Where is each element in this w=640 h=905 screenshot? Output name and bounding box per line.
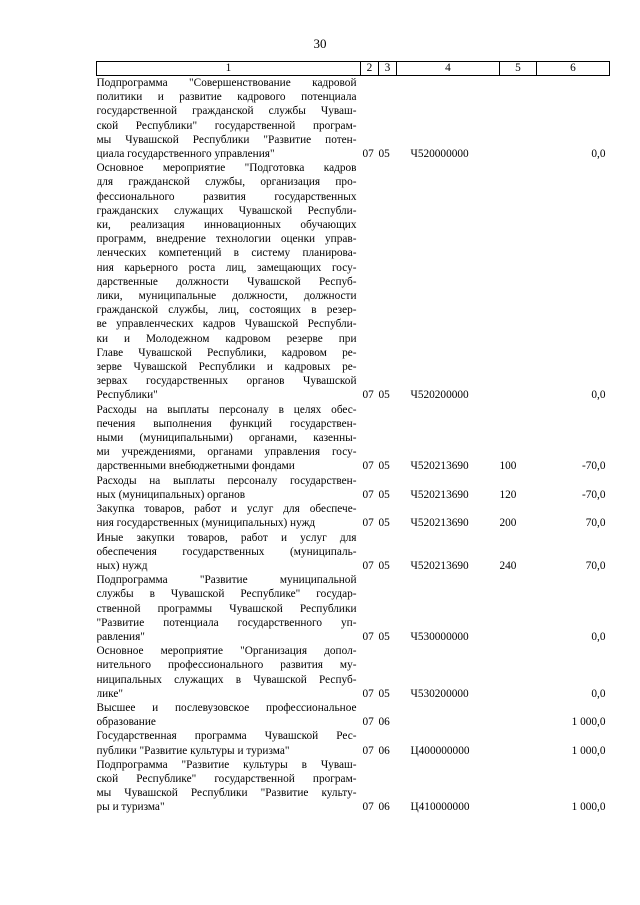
row-expense-type: 240	[499, 559, 517, 572]
row-name-line: гражданской службы, лиц, состоящих в резер-	[96, 304, 357, 317]
column-header-2: 2	[361, 62, 379, 76]
row-amount: -70,0	[581, 488, 606, 501]
row-section-code: 07	[362, 460, 374, 473]
row-name-line: образование	[96, 716, 156, 729]
row-name-line: публики "Развитие культуры и туризма"	[96, 744, 290, 757]
row-name-line: политики и развитие кадрового потенциала	[96, 91, 357, 104]
row-name-line: ры и туризма"	[96, 801, 165, 814]
row-name	[97, 701, 361, 729]
row-name-line: Республики"	[96, 389, 158, 402]
row-expense-type	[500, 573, 537, 644]
row-subsection-code: 05	[378, 488, 390, 501]
table-row	[97, 644, 610, 701]
row-name-line: ных (муниципальных) органов	[96, 488, 246, 501]
row-name-line: программ, внедрение технологии оценки управ-	[96, 233, 357, 246]
row-name-line: Закупка товаров, работ и услуг для обеспече-	[96, 503, 357, 516]
row-name-line: гражданских служащих Чувашской Республи-	[96, 204, 357, 217]
row-name	[97, 161, 361, 402]
table-row	[97, 758, 610, 815]
row-target-article: Ч530200000	[410, 687, 469, 700]
row-subsection-code: 06	[378, 744, 390, 757]
column-header-3: 3	[379, 62, 397, 76]
row-name	[97, 531, 361, 574]
row-amount: 0,0	[591, 148, 606, 161]
page-number: 30	[313, 36, 327, 51]
row-name-line: Подпрограмма "Совершенствование кадровой	[96, 77, 357, 89]
row-expense-type	[500, 701, 537, 729]
row-name	[97, 474, 361, 502]
table-header	[97, 62, 610, 76]
row-name-line: государственной гражданской службы Чуваш-	[96, 105, 357, 118]
row-target-article: Ц410000000	[410, 801, 470, 814]
table-row	[97, 502, 610, 530]
row-name-line: ской Республике" государственной програм-	[96, 772, 357, 785]
row-name-line: дарственные должности Чувашской Респуб-	[96, 275, 357, 288]
row-name	[97, 502, 361, 530]
row-name-line: ственной программы Чувашской Республики	[96, 602, 357, 615]
row-expense-type: 100	[499, 460, 517, 473]
row-expense-type: 120	[499, 488, 517, 501]
row-name-line: ленческих компетенций в систему планирова-	[96, 247, 357, 260]
row-name-line: Подпрограмма "Развитие муниципальной	[96, 574, 357, 587]
row-name-line: Главе Чувашской Республики, кадровом ре-	[96, 346, 357, 359]
row-name-line: ской Республики" государственной програм-	[96, 119, 357, 132]
row-subsection-code: 05	[378, 517, 390, 530]
row-target-article	[397, 701, 500, 729]
row-name-line: ных) нужд	[96, 559, 148, 572]
row-amount: 0,0	[591, 389, 606, 402]
row-name-line: службы в Чувашской Республике" государ-	[96, 588, 357, 601]
row-amount: 0,0	[591, 687, 606, 700]
row-name-line: зерве Чувашской Республики и кадровых ре-	[96, 361, 357, 374]
row-name-line: Расходы на выплаты персоналу в целях обес-	[96, 403, 357, 416]
row-name-line: циала государственного управления"	[96, 148, 275, 161]
table-row	[97, 161, 610, 402]
row-name-line: зервах государственных органов Чувашской	[96, 375, 357, 388]
row-name	[97, 644, 361, 701]
row-section-code: 07	[362, 716, 374, 729]
row-section-code: 07	[362, 801, 374, 814]
row-name-line: Расходы на выплаты персоналу государствен-	[96, 474, 357, 487]
row-name	[97, 573, 361, 644]
row-name-line: нительного профессионального развития му-	[96, 659, 357, 672]
row-target-article: Ч520213690	[410, 488, 469, 501]
row-name-line: "Развитие потенциала государственного уп-	[96, 616, 357, 629]
row-name	[97, 76, 361, 162]
row-amount: 70,0	[585, 559, 606, 572]
row-name-line: ми учреждениями, органами управления госу-	[96, 446, 357, 459]
row-name-line: равления"	[96, 630, 145, 643]
row-name-line: лики, муниципальные должности, должности	[96, 290, 357, 303]
table-row	[97, 474, 610, 502]
row-name-line: фессионального развития государственных	[96, 190, 357, 203]
row-target-article: Ч520213690	[410, 460, 469, 473]
column-header-6: 6	[537, 62, 610, 76]
row-amount: 70,0	[585, 517, 606, 530]
row-name-line: мы Чувашской Республики "Развитие культу-	[96, 787, 357, 800]
table-row	[97, 729, 610, 757]
row-name-line: ниципальных служащих в Чувашской Респуб-	[96, 673, 357, 686]
row-subsection-code: 05	[378, 148, 390, 161]
row-name-line: Государственная программа Чувашской Рес-	[96, 730, 357, 743]
column-header-4: 4	[397, 62, 500, 76]
row-name-line: Подпрограмма "Развитие культуры в Чуваш-	[96, 758, 357, 771]
row-name-line: ными (муниципальными) органами, казенны-	[96, 432, 357, 445]
row-subsection-code: 05	[378, 460, 390, 473]
row-amount: 0,0	[591, 630, 606, 643]
row-name-line: Основное мероприятие "Организация допол-	[96, 645, 357, 658]
row-target-article: Ч530000000	[410, 630, 469, 643]
row-name-line: лике"	[96, 687, 124, 700]
row-expense-type	[500, 729, 537, 757]
row-target-article: Ч520000000	[410, 148, 469, 161]
table-row	[97, 76, 610, 162]
row-subsection-code: 06	[378, 716, 390, 729]
row-amount: 1 000,0	[571, 801, 606, 814]
row-expense-type	[500, 644, 537, 701]
row-expense-type	[500, 76, 537, 162]
row-amount: 1 000,0	[571, 744, 606, 757]
row-target-article: Ч520200000	[410, 389, 469, 402]
row-name-line: ния государственных (муниципальных) нужд	[96, 517, 316, 530]
table-row	[97, 573, 610, 644]
row-amount: 1 000,0	[571, 716, 606, 729]
row-name	[97, 758, 361, 815]
column-header-1: 1	[97, 62, 361, 76]
column-header-5: 5	[500, 62, 537, 76]
table-row	[97, 701, 610, 729]
row-name	[97, 403, 361, 474]
row-name-line: ния карьерного роста лиц, замещающих госу-	[96, 261, 357, 274]
row-name-line: печения выполнения функций государствен-	[96, 417, 357, 430]
row-amount: -70,0	[581, 460, 606, 473]
row-section-code: 07	[362, 559, 374, 572]
row-name-line: для гражданской службы, организация про-	[96, 176, 357, 189]
row-subsection-code: 06	[378, 801, 390, 814]
row-section-code: 07	[362, 744, 374, 757]
row-name-line: ки, реализация инновационных обучающих	[96, 219, 357, 232]
row-section-code: 07	[362, 389, 374, 402]
row-name-line: Иные закупки товаров, работ и услуг для	[96, 531, 357, 544]
row-target-article: Ч520213690	[410, 559, 469, 572]
row-subsection-code: 05	[378, 389, 390, 402]
budget-table	[96, 61, 610, 815]
row-name-line: Высшее и послевузовское профессиональное	[96, 701, 357, 714]
row-name-line: дарственными внебюджетными фондами	[96, 460, 295, 473]
table-body	[97, 76, 610, 815]
row-name	[97, 729, 361, 757]
row-target-article: Ч520213690	[410, 517, 469, 530]
row-subsection-code: 05	[378, 687, 390, 700]
row-section-code: 07	[362, 687, 374, 700]
row-name-line: обеспечения государственных (муниципаль-	[96, 545, 357, 558]
row-subsection-code: 05	[378, 630, 390, 643]
row-section-code: 07	[362, 488, 374, 501]
row-section-code: 07	[362, 630, 374, 643]
row-expense-type: 200	[499, 517, 517, 530]
row-expense-type	[500, 758, 537, 815]
row-name-line: ве управленческих кадров Чувашской Республи-	[96, 318, 357, 331]
row-name-line: ки и Молодежном кадровом резерве при	[96, 332, 357, 345]
row-name-line: Основное мероприятие "Подготовка кадров	[96, 162, 357, 175]
row-subsection-code: 05	[378, 559, 390, 572]
row-section-code: 07	[362, 148, 374, 161]
row-section-code: 07	[362, 517, 374, 530]
table-row	[97, 403, 610, 474]
row-target-article: Ц400000000	[410, 744, 470, 757]
row-name-line: мы Чувашской Республики "Развитие потен-	[96, 133, 357, 146]
table-row	[97, 531, 610, 574]
row-expense-type	[500, 161, 537, 402]
